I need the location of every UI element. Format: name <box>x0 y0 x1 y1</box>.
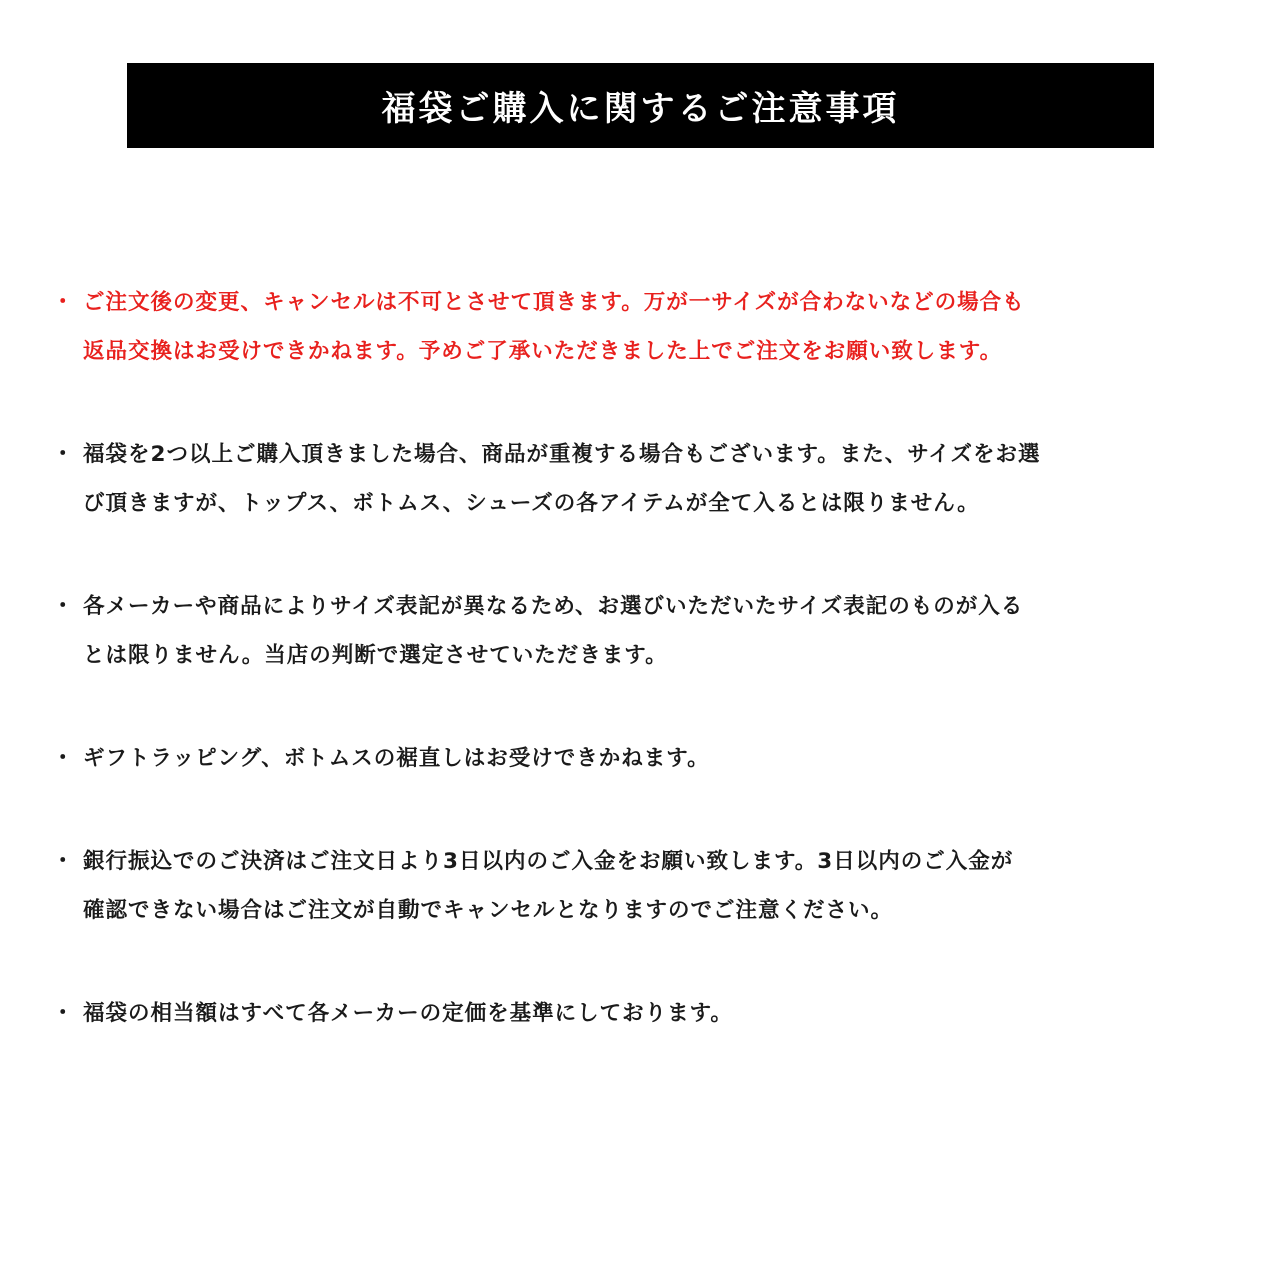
notice-item-cancellation <box>52 278 1232 376</box>
notice-list <box>52 278 1232 1092</box>
notice-line: 銀行振込でのご決済はご注文日より3日以内のご入金をお願い致します。3日以内のご入金が <box>83 849 1014 874</box>
notice-item-bank-transfer <box>52 837 1232 935</box>
page-title: 福袋ご購入に関するご注意事項 <box>381 89 900 129</box>
bullet-icon: ・ <box>52 442 75 467</box>
notice-item-duplicate <box>52 430 1232 528</box>
notice-line: 返品交換はお受けできかねます。予めご了承いただきました上でご注文をお願い致します。 <box>83 339 1003 364</box>
bullet-icon: ・ <box>52 746 75 771</box>
bullet-icon: ・ <box>52 1001 75 1026</box>
notice-line: 確認できない場合はご注文が自動でキャンセルとなりますのでご注意ください。 <box>83 898 894 923</box>
notice-item-size-label <box>52 582 1232 680</box>
notice-line: 福袋の相当額はすべて各メーカーの定価を基準にしております。 <box>83 1001 733 1026</box>
bullet-icon: ・ <box>52 290 75 315</box>
bullet-icon: ・ <box>52 594 75 619</box>
notice-line: 福袋を2つ以上ご購入頂きました場合、商品が重複する場合もございます。また、サイズをお選 <box>83 442 1041 467</box>
notice-line: ギフトラッピング、ボトムスの裾直しはお受けできかねます。 <box>83 746 710 771</box>
title-banner <box>127 63 1154 148</box>
notice-line: 各メーカーや商品によりサイズ表記が異なるため、お選びいただいたサイズ表記のものが入る <box>83 594 1024 619</box>
notice-line: ご注文後の変更、キャンセルは不可とさせて頂きます。万が一サイズが合わないなどの場合も <box>83 290 1025 315</box>
notice-line: とは限りません。当店の判断で選定させていただきます。 <box>83 643 668 668</box>
notice-item-gift-wrapping <box>52 734 1232 783</box>
notice-line: び頂きますが、トップス、ボトムス、シューズの各アイテムが全て入るとは限りません。 <box>83 491 980 516</box>
notice-item-equivalent-value <box>52 989 1232 1038</box>
bullet-icon: ・ <box>52 849 75 874</box>
